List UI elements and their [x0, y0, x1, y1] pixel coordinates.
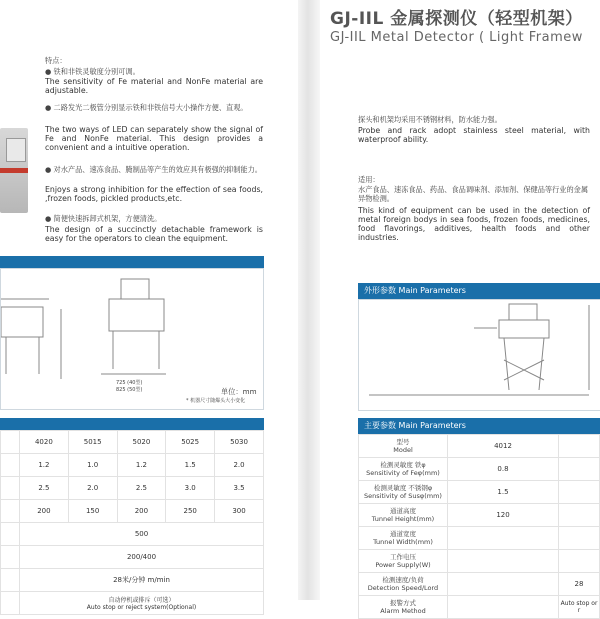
table-row — [359, 550, 600, 573]
feature-1-en: The sensitivity of Fe material and NonFe material are adjustable. — [45, 77, 263, 95]
fe-cell: 1.0 — [68, 454, 117, 477]
feature-2-cn: ● 二路发光二极管分别显示铁和非铁信号大小操作方便、直观。 — [45, 103, 248, 112]
table-row — [1, 431, 264, 454]
feature-4-cn: ● 简便快速拆卸式机架，方便清洗。 — [45, 214, 162, 223]
unit-label: 单位：mm — [221, 387, 257, 396]
row-value: 1.5 — [448, 481, 559, 504]
row-label-cn: 检测灵敏度 不锈钢φ — [373, 484, 433, 492]
alarm-cn: 自动停机或排斥（可选） — [108, 597, 175, 604]
model-cell: 5020 — [117, 431, 166, 454]
row-value: 28 — [559, 573, 600, 596]
table-row — [1, 454, 264, 477]
dims-panel — [358, 299, 600, 411]
page-subtitle: GJ-IIL Metal Detector ( Light Framew — [330, 30, 583, 45]
table-row — [1, 477, 264, 500]
row-label-en: Tunnel Height(mm) — [371, 515, 435, 523]
dim-a-label: 725 (40型) — [116, 380, 143, 386]
table-row — [1, 546, 264, 569]
row-label-en: Detection Speed/Lord — [367, 584, 439, 592]
model-cell: 5030 — [215, 431, 264, 454]
sus-cell: 2.0 — [68, 477, 117, 500]
product-photo — [0, 128, 28, 213]
table-row — [359, 504, 600, 527]
feature-2-en: The two ways of LED can separately show the signal of Fe and NonFe material. This design provides a convenient and a intuitive operation. — [45, 125, 263, 152]
row-label-en: Tunnel Width(mm) — [373, 538, 433, 546]
table-row — [359, 527, 600, 550]
speed-cell: 28米/分钟 m/min — [20, 569, 264, 592]
table-row — [1, 523, 264, 546]
apply-en: This kind of equipment can be used in the detection of metal foreign bodys in sea foods, frozen foods, medicines, food flavorings, additives, health foods and other industries. — [358, 206, 590, 242]
width-cell: 500 — [20, 523, 264, 546]
row-value — [448, 527, 559, 550]
height-cell: 250 — [166, 500, 215, 523]
left-dims-bar — [0, 256, 264, 268]
row-label-en: Model — [393, 446, 413, 454]
left-dims-panel — [0, 268, 264, 410]
table-row — [359, 435, 600, 458]
height-cell: 300 — [215, 500, 264, 523]
table-row — [359, 458, 600, 481]
apply-heading: 适用： — [358, 175, 380, 184]
page-title: GJ-IIL 金属探测仪（轻型机架） — [330, 9, 583, 29]
apply-cn: 水产食品、速冻食品、药品、食品调味剂、添加剂、保健品等行业的金属异物检测。 — [358, 185, 589, 203]
feature-1-cn: ● 铁和非铁灵敏度分别可调。 — [45, 67, 140, 76]
row-value: 120 — [448, 504, 559, 527]
table-row — [1, 592, 264, 615]
row-label-cn: 工作电压 — [390, 553, 416, 561]
row-value: Auto stop or r — [559, 596, 600, 619]
table-row — [359, 481, 600, 504]
table-row — [1, 500, 264, 523]
row-label-cn: 通道宽度 — [390, 530, 416, 538]
material-cn: 探头和机架均采用不锈钢材料，防水能力强。 — [358, 115, 502, 124]
height-cell: 150 — [68, 500, 117, 523]
height-cell: 200 — [117, 500, 166, 523]
row-value: 0.8 — [448, 458, 559, 481]
sus-cell: 3.5 — [215, 477, 264, 500]
feature-3-cn: ● 对水产品、速冻食品、腌制品等产生的效应具有极强的抑制能力。 — [45, 165, 262, 174]
alarm-en: Auto stop or reject system(Optional) — [86, 604, 197, 611]
power-cell: 200/400 — [20, 546, 264, 569]
fe-cell: 2.0 — [215, 454, 264, 477]
row-label-cn: 通道高度 — [390, 507, 416, 515]
fe-cell: 1.2 — [20, 454, 69, 477]
feature-3-en: Enjoys a strong inhibition for the effection of sea foods, ,frozen foods, pickled products,etc. — [45, 185, 263, 203]
alarm-cell — [20, 592, 264, 615]
left-spec-bar — [0, 418, 264, 430]
sus-cell: 2.5 — [117, 477, 166, 500]
table-row — [359, 596, 600, 619]
fe-cell: 1.5 — [166, 454, 215, 477]
unit-note: * 机器尺寸随爆头大小变化 — [186, 398, 246, 404]
row-value: 4012 — [448, 435, 559, 458]
fe-cell: 1.2 — [117, 454, 166, 477]
row-label-cn: 型号 — [396, 438, 410, 446]
dim-b-label: 825 (50型) — [116, 387, 143, 393]
row-label-en: Sensitivity of Feφ(mm) — [366, 469, 440, 477]
sus-cell: 3.0 — [166, 477, 215, 500]
model-cell: 5015 — [68, 431, 117, 454]
row-label-cn: 检测灵敏度 铁φ — [380, 461, 426, 469]
model-cell: 5025 — [166, 431, 215, 454]
row-label-en: Sensitivity of Susφ(mm) — [364, 492, 442, 500]
table-row — [1, 569, 264, 592]
right-spec-table — [358, 434, 600, 619]
row-value — [448, 550, 559, 573]
dims-bar: 外形参数 Main Parameters — [358, 283, 600, 299]
right-dims-drawing — [359, 300, 600, 410]
feature-4-en: The design of a succinctly detachable framework is easy for the operators to clean the equipment. — [45, 225, 263, 243]
main-params-bar: 主要参数 Main Parameters — [358, 418, 600, 434]
row-label-en: Power Supply(W) — [375, 561, 431, 569]
row-label-cn: 检测速度/负荷 — [382, 576, 424, 584]
row-label-en: Alarm Method — [380, 607, 426, 615]
height-cell: 200 — [20, 500, 69, 523]
material-en: Probe and rack adopt stainless steel material, with waterproof ability. — [358, 126, 590, 144]
model-cell: 4020 — [20, 431, 69, 454]
left-spec-table — [0, 430, 264, 615]
features-heading: 特点： — [45, 56, 67, 65]
table-row — [359, 573, 600, 596]
sus-cell: 2.5 — [20, 477, 69, 500]
page-gutter — [298, 0, 320, 600]
row-label-cn: 报警方式 — [390, 599, 416, 607]
